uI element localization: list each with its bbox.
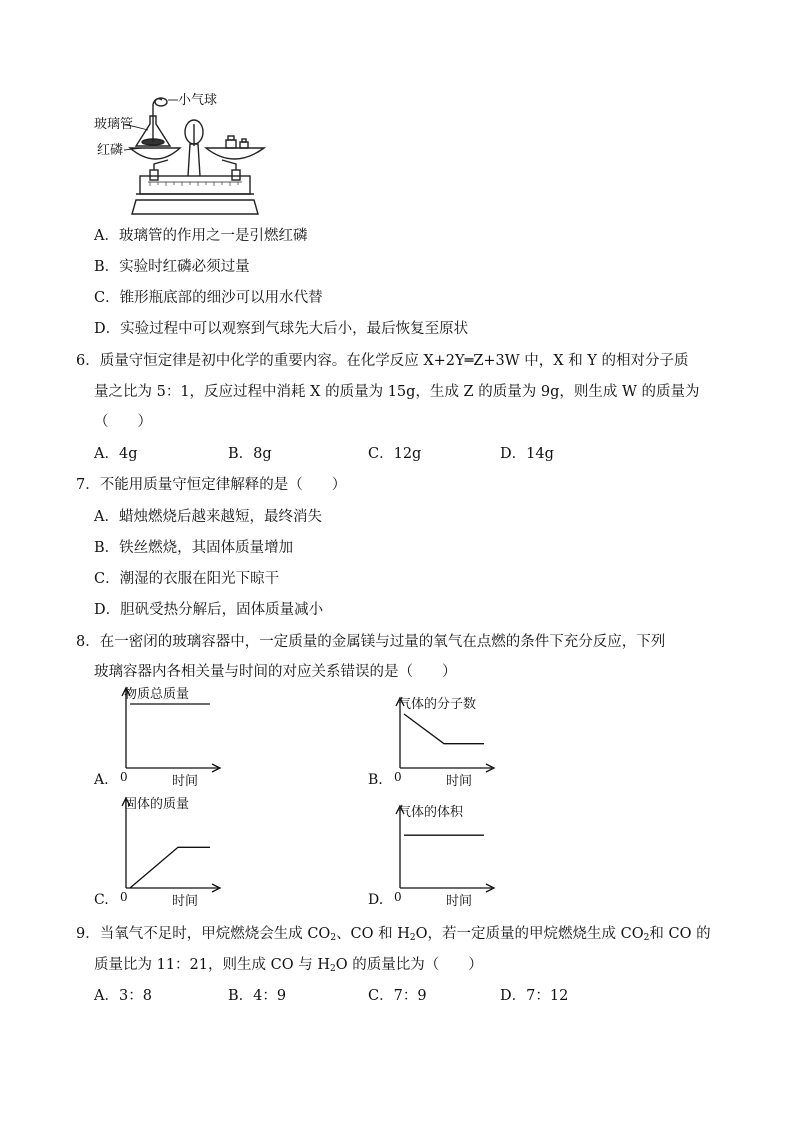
q7-option-c[interactable]: C．潮湿的衣服在阳光下晾干 (94, 571, 280, 587)
origin-label: 0 (120, 770, 128, 784)
q5-option-b[interactable]: B．实验时红磷必须过量 (94, 259, 250, 275)
option-label: A. (94, 772, 109, 788)
x-axis-label: 时间 (446, 774, 473, 789)
q9-option-c[interactable]: C．7：9 (368, 988, 427, 1004)
q9-option-d[interactable]: D．7：12 (500, 988, 569, 1004)
y-axis-label: 气体的体积 (398, 805, 464, 820)
origin-label: 0 (394, 890, 402, 904)
label-glass-tube: 玻璃管 (94, 117, 134, 132)
chart-d[interactable] (366, 800, 506, 910)
q7-option-d[interactable]: D．胆矾受热分解后，固体质量减小 (94, 602, 324, 618)
data-line (130, 847, 210, 888)
q6-stem-line3: （ ） (94, 414, 152, 430)
q9-option-a[interactable]: A．3：8 (94, 988, 152, 1004)
q7-stem: 7．不能用质量守恒定律解释的是（ ） (76, 477, 347, 493)
label-red-phosphorus: 红磷 (97, 143, 124, 158)
x-axis-label: 时间 (172, 774, 199, 789)
q9-stem-line1: 9．当氧气不足时，甲烷燃烧会生成 $CO_2$、CO 和 $H_2O$，若一定质量的甲烷燃烧生成 $CO_2$和 CO 的 (76, 926, 711, 943)
q8-stem-line1: 8．在一密闭的玻璃容器中，一定质量的金属镁与过量的氧气在点燃的条件下充分反应，下列 (76, 634, 666, 650)
label-balloon: 小气球 (178, 93, 218, 108)
option-label: B. (368, 772, 383, 788)
y-axis-label: 气体的分子数 (398, 697, 477, 712)
option-label: C. (94, 892, 109, 908)
x-axis-label: 时间 (172, 894, 199, 909)
q5-option-c[interactable]: C．锥形瓶底部的细沙可以用水代替 (94, 290, 323, 306)
q9-option-b[interactable]: B．4：9 (228, 988, 287, 1004)
q5-option-d[interactable]: D．实验过程中可以观察到气球先大后小，最后恢复至原状 (94, 321, 469, 337)
y-axis-label: 物质总质量 (124, 687, 190, 702)
q6-option-d[interactable]: D．14g (500, 446, 554, 462)
y-axis-label: 固体的质量 (124, 797, 190, 812)
chart-b[interactable] (366, 692, 506, 790)
option-label: D. (368, 892, 384, 908)
q6-option-b[interactable]: B．8g (228, 446, 272, 462)
q5-option-a[interactable]: A．玻璃管的作用之一是引燃红磷 (94, 228, 308, 244)
x-axis-label: 时间 (446, 894, 473, 909)
q6-stem-line2: 量之比为 5：1，反应过程中消耗 X 的质量为 15g，生成 Z 的质量为 9g，则生成 W 的质量为 (94, 384, 700, 400)
q7-option-a[interactable]: A．蜡烛燃烧后越来越短，最终消失 (94, 509, 322, 525)
q8-stem-line2: 玻璃容器内各相关量与时间的对应关系错误的是（ ） (94, 664, 457, 680)
q6-option-a[interactable]: A．4g (94, 446, 138, 462)
origin-label: 0 (394, 770, 402, 784)
q6-stem-line1: 6．质量守恒定律是初中化学的重要内容。在化学反应 X+2Y═Z+3W 中，X 和 Y 的相对分子质 (76, 353, 689, 369)
origin-label: 0 (120, 890, 128, 904)
q9-stem-line2: 质量比为 11：21，则生成 CO 与 $H_2O$ 的质量比为（ ） (94, 957, 483, 974)
q7-option-b[interactable]: B．铁丝燃烧，其固体质量增加 (94, 540, 294, 556)
chart-c[interactable] (92, 792, 232, 910)
chart-a[interactable] (92, 682, 232, 790)
data-line (404, 714, 484, 744)
q6-option-c[interactable]: C．12g (368, 446, 422, 462)
